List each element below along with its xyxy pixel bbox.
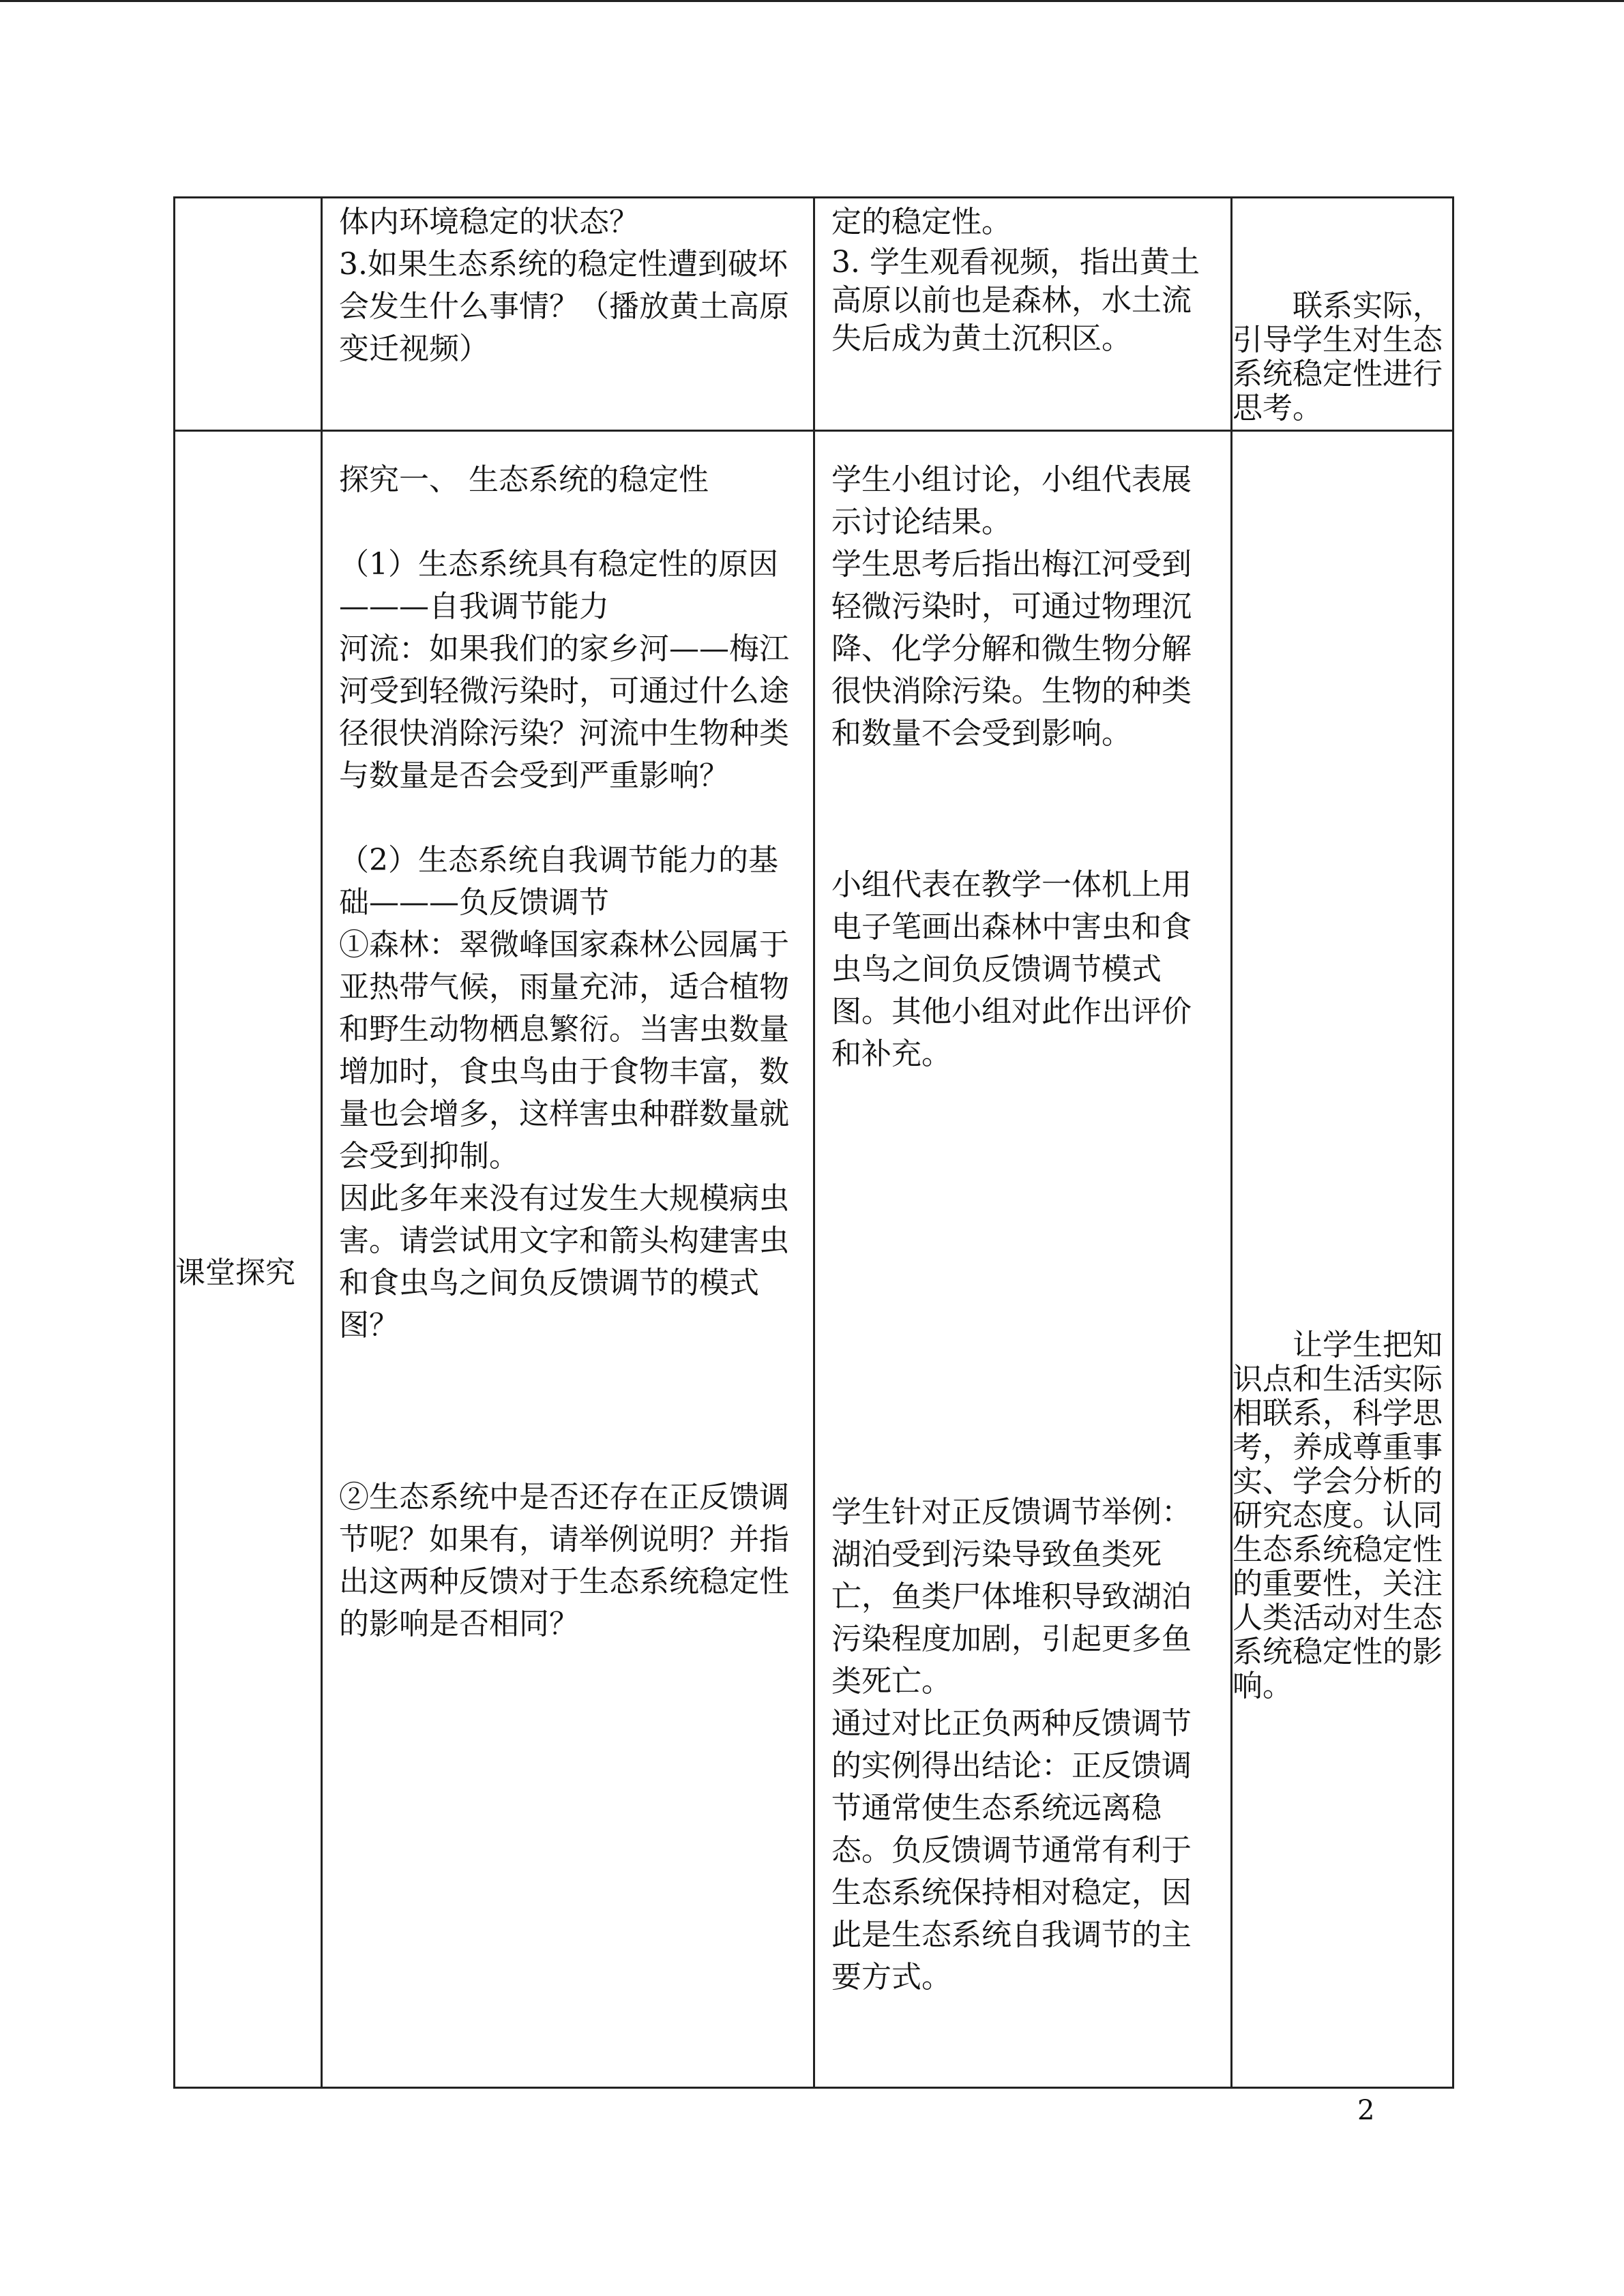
student-answer-conclusion: 通过对比正负两种反馈调节的实例得出结论：正反馈调节通常使生态系统远离稳态。负反馈调节通常有利于生态系统保持相对稳定，因此是生态系统自我调节的主要方式。 [831, 1706, 1192, 1995]
student-activity-cell [814, 198, 1232, 431]
part2-body: ①森林：翠微峰国家森林公园属于亚热带气候，雨量充沛，适合植物和野生动物栖息繁衍。当害虫数量增加时，食虫鸟由于食物丰富，数量也会增多，这样害虫种群数量就会受到抑制。 [339, 927, 789, 1174]
design-intent-cell [1232, 198, 1453, 431]
stage-cell [175, 431, 322, 2088]
part3-body: ②生态系统中是否还存在正反馈调节呢？如果有，请举例说明？并指出这两种反馈对于生态系统稳定性的影响是否相同？ [339, 1480, 789, 1641]
page-top-border [0, 0, 1624, 2]
part1-body: 河流：如果我们的家乡河——梅江河受到轻微污染时，可通过什么途径很快消除污染？河流中生物种类与数量是否会受到严重影响？ [339, 631, 789, 793]
page-number: 2 [1357, 2095, 1375, 2126]
student-answer-model: 小组代表在教学一体机上用电子笔画出森林中害虫和食虫鸟之间负反馈调节模式图。其他小组对此作出评价和补充。 [831, 867, 1192, 1071]
teacher-question-3: 3.如果生态系统的稳定性遭到破坏会发生什么事情？（播放黄土高原变迁视频） [339, 247, 789, 366]
student-answer-river: 学生思考后指出梅江河受到轻微污染时，可通过物理沉降、化学分解和微生物分解很快消除污染。生物的种类和数量不会受到影响。 [831, 547, 1192, 751]
student-answer-3: 3. 学生观看视频，指出黄土高原以前也是森林，水土流失后成为黄土沉积区。 [831, 245, 1200, 356]
design-intent-text: 让学生把知识点和生活实际相联系，科学思考，养成尊重事实、学会分析的研究态度。认同生态系统稳定性的重要性，关注人类活动对生态系统稳定性的影响。 [1232, 1328, 1443, 1703]
design-intent-cell [1232, 431, 1453, 2088]
stage-label: 课堂探究 [175, 1255, 295, 1290]
teacher-activity-cell [322, 198, 814, 431]
teacher-activity-cell [322, 431, 814, 2088]
stage-cell-empty [175, 198, 322, 431]
part2-body-continued: 因此多年来没有过发生大规模病虫害。请尝试用文字和箭头构建害虫和食虫鸟之间负反馈调节的模式图？ [339, 1181, 789, 1343]
student-answer-discussion: 学生小组讨论，小组代表展示讨论结果。 [831, 462, 1192, 539]
design-intent-text: 联系实际，引导学生对生态系统稳定性进行思考。 [1232, 288, 1443, 426]
part2-title: （2）生态系统自我调节能力的基础———负反馈调节 [339, 843, 778, 920]
student-activity-cell [814, 431, 1232, 2088]
part1-title: （1）生态系统具有稳定性的原因———自我调节能力 [339, 547, 778, 624]
inquiry-heading: 探究一、 生态系统的稳定性 [339, 462, 709, 497]
table-row [175, 198, 1453, 431]
table-row [175, 431, 1453, 2088]
student-text: 定的稳定性。 [831, 205, 1012, 239]
teacher-text: 体内环境稳定的状态？ [339, 205, 639, 239]
lesson-plan-table [173, 196, 1454, 2089]
student-answer-positive-feedback: 学生针对正反馈调节举例：湖泊受到污染导致鱼类死亡，鱼类尸体堆积导致湖泊污染程度加剧，引起更多鱼类死亡。 [831, 1495, 1192, 1699]
